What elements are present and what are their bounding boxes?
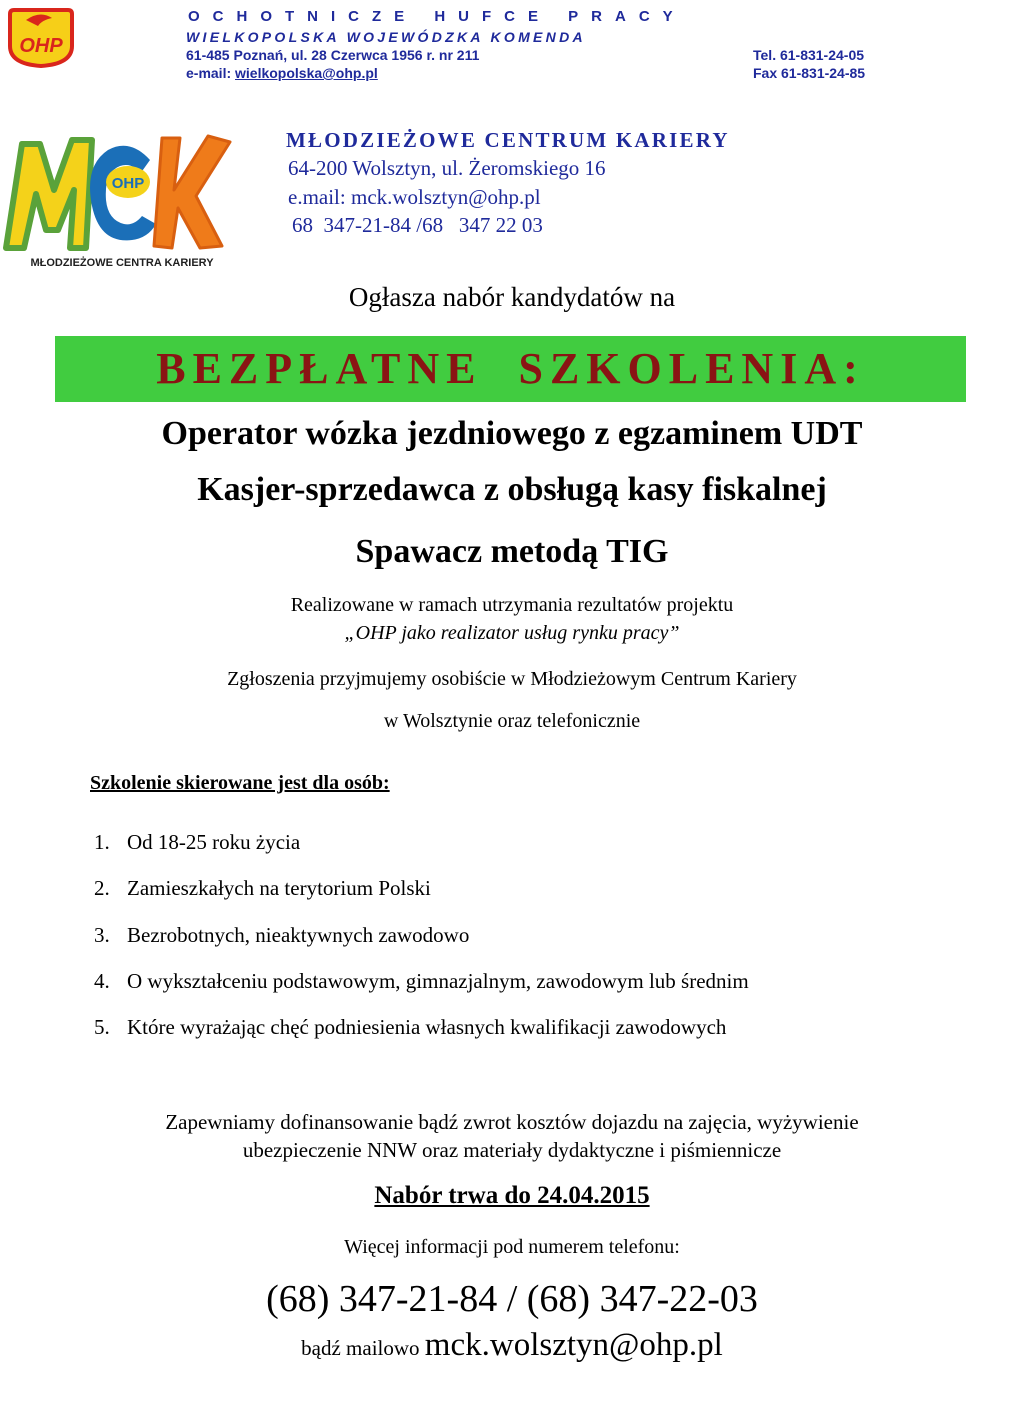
benefits-line: Zapewniamy dofinansowanie bądź zwrot kosztów dojazdu na zajęcia, wyżywienie	[165, 1110, 859, 1134]
contact-email-prefix: bądź mailowo	[301, 1336, 425, 1360]
list-item	[94, 923, 469, 948]
org-address: 61-485 Poznań, ul. 28 Czerwca 1956 r. nr 211	[186, 47, 480, 63]
announcement: Ogłasza nabór kandydatów na	[348, 282, 676, 312]
ohp-logo	[6, 6, 76, 68]
course-title: Kasjer-sprzedawca z obsługą kasy fiskalnej	[197, 471, 827, 508]
contact-email[interactable]: mck.wolsztyn@ohp.pl	[424, 1327, 723, 1363]
mck-logo-inner: OHP	[111, 175, 145, 192]
mck-logo-caption: MŁODZIEŻOWE CENTRA KARIERY	[30, 257, 214, 269]
org-email-link[interactable]: wielkopolska@ohp.pl	[235, 65, 378, 81]
project-line: Realizowane w ramach utrzymania rezultatów projektu	[290, 594, 734, 616]
list-item-text: Bezrobotnych, nieaktywnych zawodowo	[127, 923, 470, 947]
list-item-number: 5.	[94, 1015, 110, 1039]
list-item-text: Zamieszkałych na terytorium Polski	[127, 876, 431, 900]
course-title: Spawacz metodą TIG	[355, 533, 669, 570]
target-heading: Szkolenie skierowane jest dla osób:	[90, 772, 390, 794]
course-title: Operator wózka jezdniowego z egzaminem UDT	[161, 415, 863, 452]
org-fax: Fax 61-831-24-85	[753, 65, 866, 81]
banner-title: BEZPŁATNE SZKOLENIA:	[156, 344, 865, 393]
org-subtitle: WIELKOPOLSKA WOJEWÓDZKA KOMENDA	[186, 29, 586, 45]
mck-email[interactable]: e.mail: mck.wolsztyn@ohp.pl	[288, 185, 541, 209]
project-name: „OHP jako realizator usług rynku pracy”	[344, 622, 680, 644]
mck-phone: 68 347-21-84 /68 347 22 03	[292, 213, 543, 237]
list-item	[94, 969, 749, 994]
list-item	[94, 876, 431, 901]
mck-address: 64-200 Wolsztyn, ul. Żeromskiego 16	[288, 156, 606, 180]
mck-logo	[0, 120, 244, 270]
contact-phones: (68) 347-21-84 / (68) 347-22-03	[266, 1278, 758, 1320]
org-email-label: e-mail:	[186, 65, 236, 81]
apply-line: Zgłoszenia przyjmujemy osobiście w Młodzieżowym Centrum Kariery	[227, 668, 797, 690]
list-item-text: Od 18-25 roku życia	[127, 830, 301, 854]
benefits	[0, 1108, 1024, 1164]
mck-title: MŁODZIEŻOWE CENTRUM KARIERY	[286, 128, 730, 152]
org-tel: Tel. 61-831-24-05	[753, 47, 865, 63]
apply-line: w Wolsztynie oraz telefonicznie	[383, 710, 641, 732]
list-item-number: 2.	[94, 876, 110, 900]
list-item-number: 3.	[94, 923, 110, 947]
benefits-line: ubezpieczenie NNW oraz materiały dydaktyczne i piśmiennicze	[242, 1138, 782, 1162]
list-item	[94, 1015, 726, 1040]
list-item-number: 4.	[94, 969, 110, 993]
list-item	[94, 830, 300, 855]
org-email-line	[186, 65, 378, 82]
list-item-number: 1.	[94, 830, 110, 854]
deadline: Nabór trwa do 24.04.2015	[374, 1182, 650, 1209]
contact-email-line	[0, 1327, 1024, 1364]
list-item-text: Które wyrażając chęć podniesienia własnych kwalifikacji zawodowych	[127, 1015, 727, 1039]
ohp-logo-text: OHP	[19, 35, 63, 57]
org-name: OCHOTNICZE HUFCE PRACY	[188, 8, 686, 25]
list-item-text: O wykształceniu podstawowym, gimnazjalnym, zawodowym lub średnim	[127, 969, 749, 993]
more-info: Więcej informacji pod numerem telefonu:	[344, 1236, 680, 1258]
